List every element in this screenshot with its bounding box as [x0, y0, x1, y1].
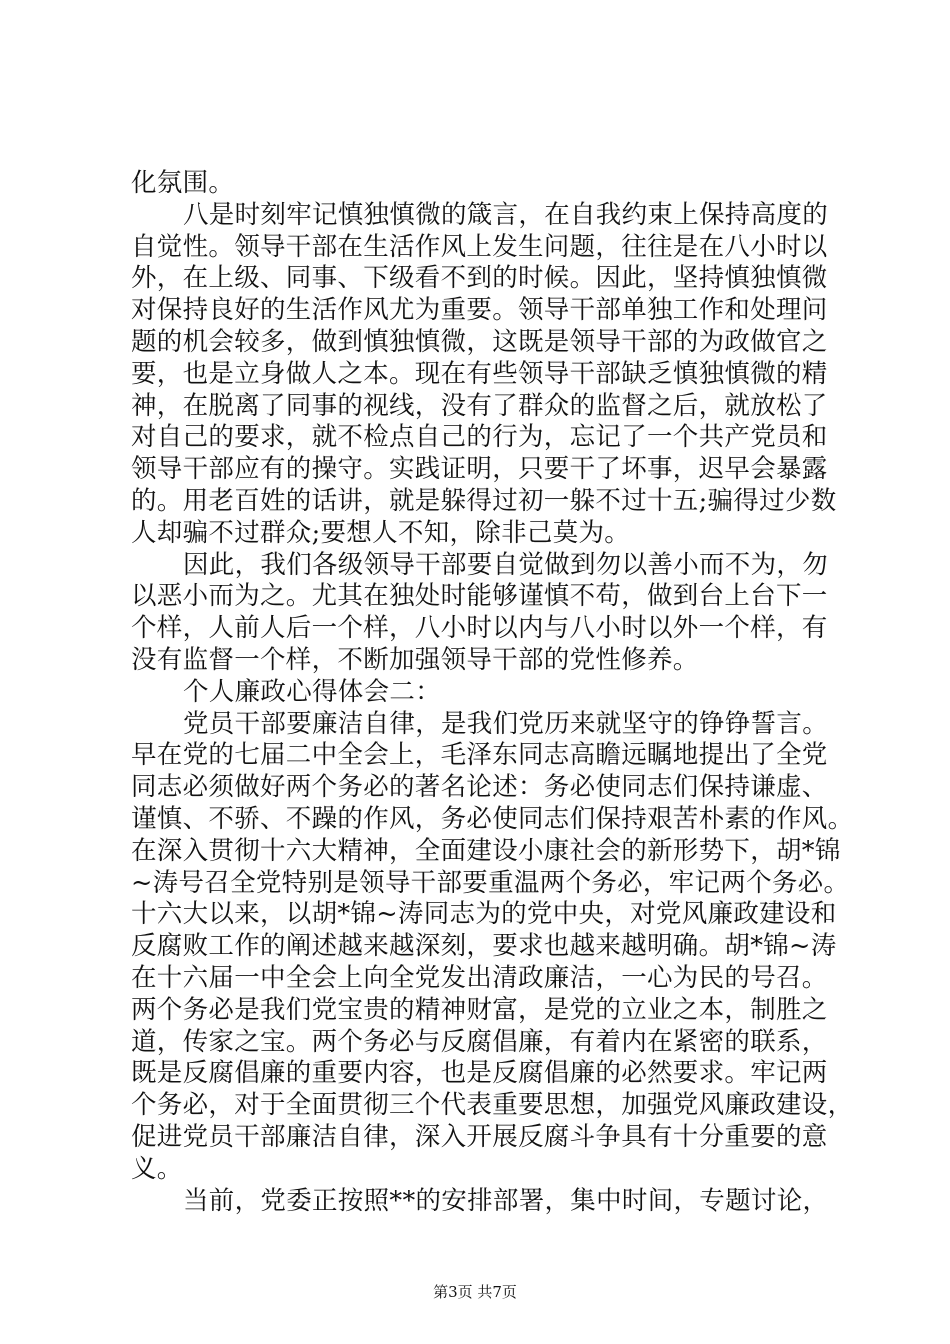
- text-line: 对保持良好的生活作风尤为重要。领导干部单独工作和处理问: [131, 295, 828, 326]
- text-line: 个样，人前人后一个样，八小时以内与八小时以外一个样，有: [131, 613, 828, 644]
- text-line: 当前，党委正按照**的安排部署，集中时间，专题讨论，: [183, 1185, 829, 1216]
- text-line: 因此，我们各级领导干部要自觉做到勿以善小而不为，勿: [183, 549, 829, 580]
- text-line: 题的机会较多，做到慎独慎微，这既是领导干部的为政做官之: [131, 326, 828, 357]
- text-line: 谨慎、不骄、不躁的作风，务必使同志们保持艰苦朴素的作风。: [131, 803, 854, 834]
- text-line: 同志必须做好两个务必的著名论述：务必使同志们保持谦虚、: [131, 772, 828, 803]
- text-line: 早在党的七届二中全会上，毛泽东同志高瞻远瞩地提出了全党: [131, 740, 828, 771]
- text-line: 十六大以来，以胡*锦~涛同志为的党中央，对党风廉政建设和: [131, 899, 837, 930]
- text-line: 领导干部应有的操守。实践证明，只要干了坏事，迟早会暴露: [131, 454, 828, 485]
- text-line: 义。: [131, 1153, 183, 1184]
- text-line: 的。用老百姓的话讲，就是躲得过初一躲不过十五;骗得过少数: [131, 485, 837, 516]
- text-line: 反腐败工作的阐述越来越深刻，要求也越来越明确。胡*锦~涛: [131, 931, 837, 962]
- text-line: 道，传家之宝。两个务必与反腐倡廉，有着内在紧密的联系，: [131, 1026, 828, 1057]
- text-line: 党员干部要廉洁自律，是我们党历来就坚守的铮铮誓言。: [183, 708, 829, 739]
- text-line: 两个务必是我们党宝贵的精神财富，是党的立业之本，制胜之: [131, 994, 828, 1025]
- text-line: ~涛号召全党特别是领导干部要重温两个务必，牢记两个务必。: [131, 867, 850, 898]
- text-line: 促进党员干部廉洁自律，深入开展反腐斗争具有十分重要的意: [131, 1121, 828, 1152]
- text-line: 人却骗不过群众;要想人不知，除非己莫为。: [131, 517, 631, 548]
- text-line: 对自己的要求，就不检点自己的行为，忘记了一个共产党员和: [131, 422, 828, 453]
- text-line: 自觉性。领导干部在生活作风上发生问题，往往是在八小时以: [131, 231, 828, 262]
- text-line: 八是时刻牢记慎独慎微的箴言，在自我约束上保持高度的: [183, 199, 829, 230]
- text-line: 外，在上级、同事、下级看不到的时候。因此，坚持慎独慎微: [131, 263, 828, 294]
- text-line: 神，在脱离了同事的视线，没有了群众的监督之后，就放松了: [131, 390, 828, 421]
- text-line: 化氛围。: [131, 168, 235, 198]
- text-line: 在十六届一中全会上向全党发出清政廉洁，一心为民的号召。: [131, 962, 828, 993]
- page-number-footer: 第3页 共7页: [433, 1283, 517, 1301]
- text-line: 要，也是立身做人之本。现在有些领导干部缺乏慎独慎微的精: [131, 358, 828, 389]
- text-line: 个务必，对于全面贯彻三个代表重要思想，加强党风廉政建设，: [131, 1090, 854, 1121]
- text-line: 个人廉政心得体会二：: [183, 676, 442, 707]
- document-body: [131, 168, 854, 1217]
- text-line: 以恶小而为之。尤其在独处时能够谨慎不苟，做到台上台下一: [131, 581, 828, 612]
- text-line: 没有监督一个样，不断加强领导干部的党性修养。: [131, 644, 699, 675]
- text-line: 在深入贯彻十六大精神，全面建设小康社会的新形势下，胡*锦: [131, 835, 841, 866]
- text-line: 既是反腐倡廉的重要内容，也是反腐倡廉的必然要求。牢记两: [131, 1058, 828, 1089]
